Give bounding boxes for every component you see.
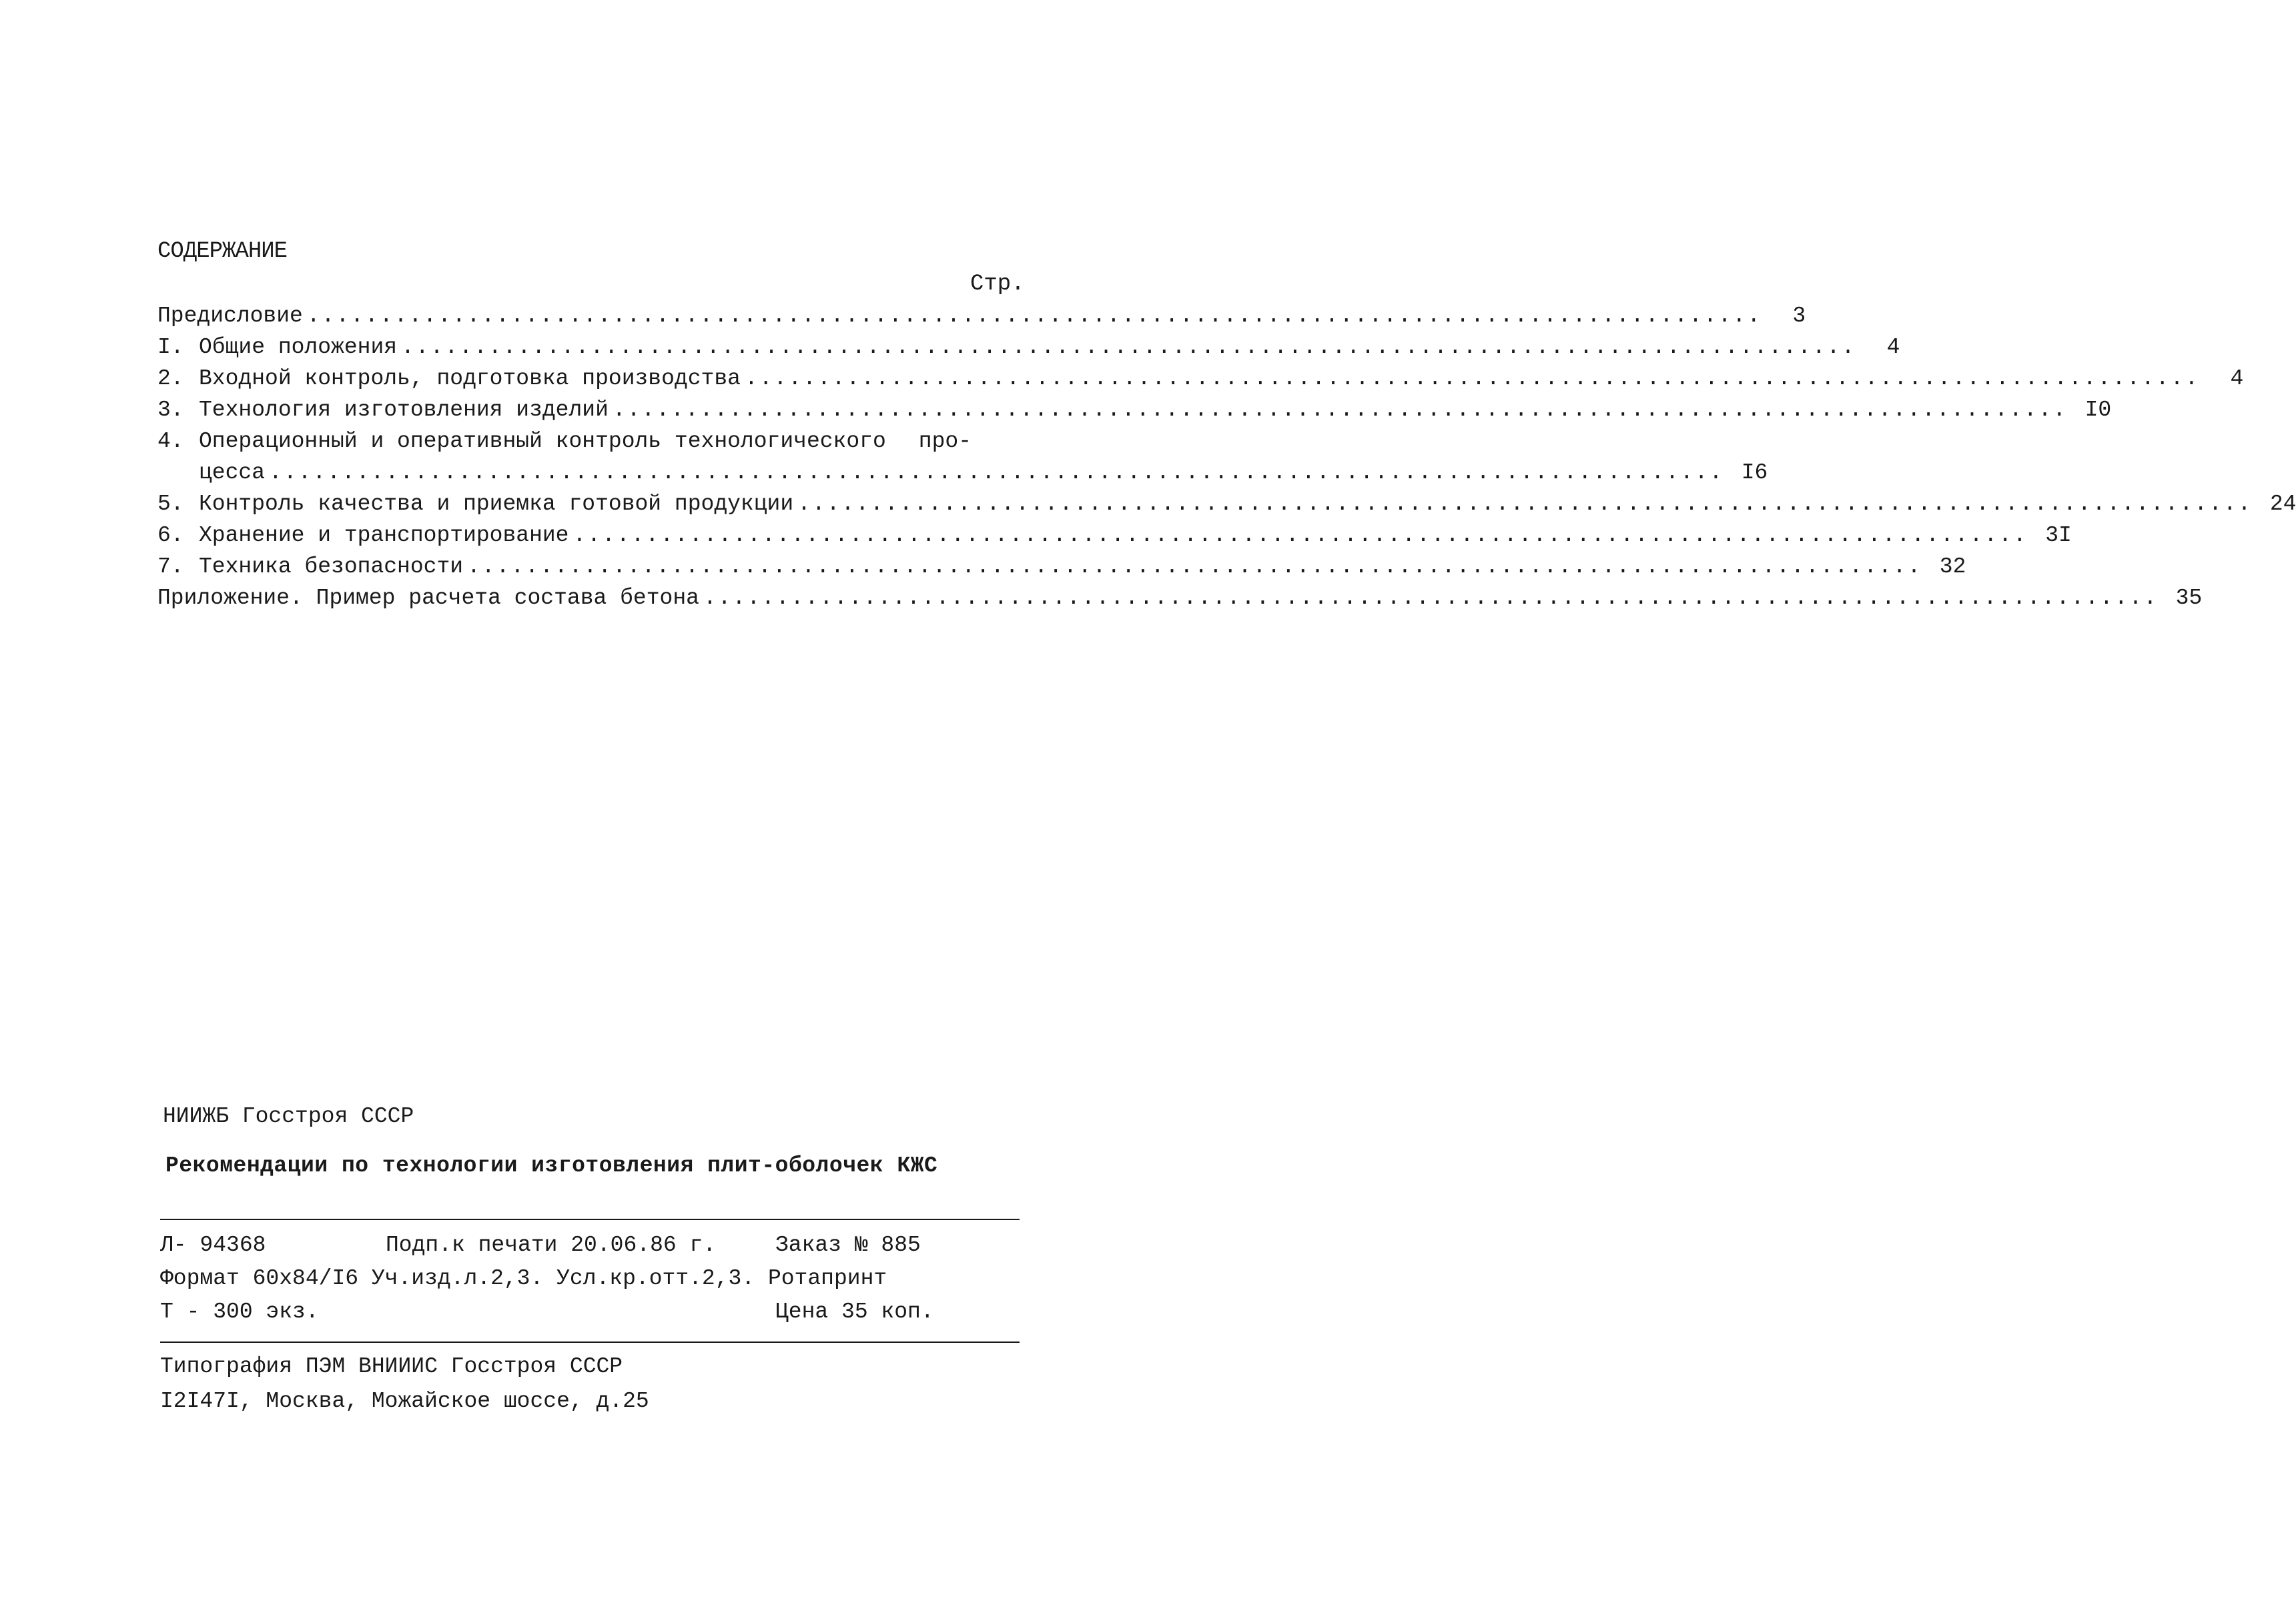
toc-item-title: Общие положения xyxy=(199,335,398,360)
toc-item-title: Хранение и транспортирование xyxy=(199,523,569,548)
toc-item-page: 4 xyxy=(2230,366,2244,391)
toc-item-5 xyxy=(157,492,2296,523)
toc-leader-dots: .................................................................................................... xyxy=(703,586,2159,610)
toc-item-7 xyxy=(157,554,1966,586)
toc-item-page: 3 xyxy=(1792,304,1806,328)
order-number: Заказ № 885 xyxy=(775,1233,921,1257)
toc-item-title: Техника безопасности xyxy=(199,554,464,579)
toc-item-preface xyxy=(157,304,1806,335)
toc-item-3 xyxy=(157,398,2112,429)
toc-item-number: 4. xyxy=(157,429,184,454)
license-number: Л- 94368 xyxy=(160,1233,266,1257)
price: Цена 35 коп. xyxy=(775,1299,934,1324)
toc-item-title: Приложение. Пример расчета состава бетона xyxy=(157,586,699,610)
toc-leader-dots: .................................................................................................... xyxy=(306,304,1762,328)
toc-item-4 xyxy=(157,429,1768,492)
toc-item-title: Контроль качества и приемка готовой продукции xyxy=(199,492,794,516)
toc-list xyxy=(157,304,2296,617)
toc-page-header: Стр. xyxy=(970,272,1025,297)
toc-item-page: 3I xyxy=(2045,523,2072,548)
divider-top xyxy=(160,1219,1020,1220)
toc-item-title: Операционный и оперативный контроль технологического xyxy=(199,429,886,454)
toc-item-appendix xyxy=(157,586,2203,617)
print-format: Формат 60х84/I6 Уч.изд.л.2,3. Усл.кр.отт.2,3. Ротапринт xyxy=(160,1266,887,1291)
toc-leader-dots: .................................................................................................... xyxy=(612,398,2068,422)
printing-house: Типография ПЭМ ВНИИИС Госстроя СССР xyxy=(160,1354,623,1379)
publisher-org: НИИЖБ Госстроя СССР xyxy=(163,1104,414,1129)
print-run: Т - 300 экз. xyxy=(160,1299,319,1324)
toc-leader-dots: .................................................................................................... xyxy=(797,492,2253,516)
toc-item-number: I. xyxy=(157,335,184,360)
toc-leader-dots: .................................................................................................... xyxy=(401,335,1856,360)
printing-address: I2I47I, Москва, Можайское шоссе, д.25 xyxy=(160,1389,649,1414)
toc-leader-dots: .................................................................................................... xyxy=(744,366,2200,391)
toc-item-title: Предисловие xyxy=(157,304,303,328)
toc-item-page: I6 xyxy=(1741,460,1768,485)
toc-item-number: 6. xyxy=(157,523,184,548)
divider-bottom xyxy=(160,1341,1020,1343)
toc-item-title: Технология изготовления изделий xyxy=(199,398,609,422)
toc-item-line1 xyxy=(157,429,1012,460)
toc-item-number: 2. xyxy=(157,366,184,391)
toc-item-page: I0 xyxy=(2084,398,2112,422)
toc-item-2 xyxy=(157,366,2244,398)
toc-leader-dots: .................................................................................................... xyxy=(572,523,2028,548)
toc-leader-dots: .................................................................................................... xyxy=(269,460,1724,485)
toc-item-title-hyphen: про- xyxy=(918,429,972,454)
toc-item-6 xyxy=(157,523,2072,554)
toc-title: СОДЕРЖАНИЕ xyxy=(157,239,288,264)
document-title: Рекомендации по технологии изготовления плит-оболочек КЖС xyxy=(165,1153,938,1178)
toc-item-number: 7. xyxy=(157,554,184,579)
toc-item-line1-head xyxy=(157,429,886,460)
toc-item-page: 35 xyxy=(2175,586,2203,610)
toc-item-page: 24 xyxy=(2269,492,2296,516)
toc-leader-dots: .................................................................................................... xyxy=(467,554,1922,579)
toc-item-number: 5. xyxy=(157,492,184,516)
toc-item-page: 4 xyxy=(1886,335,1900,360)
toc-item-number: 3. xyxy=(157,398,184,422)
toc-item-line2 xyxy=(157,460,1768,492)
toc-item-page: 32 xyxy=(1939,554,1966,579)
toc-item-title: Входной контроль, подготовка производства xyxy=(199,366,741,391)
signed-to-print: Подп.к печати 20.06.86 г. xyxy=(386,1233,717,1257)
toc-item-title-cont: цесса xyxy=(199,460,266,485)
toc-item-1 xyxy=(157,335,1900,366)
